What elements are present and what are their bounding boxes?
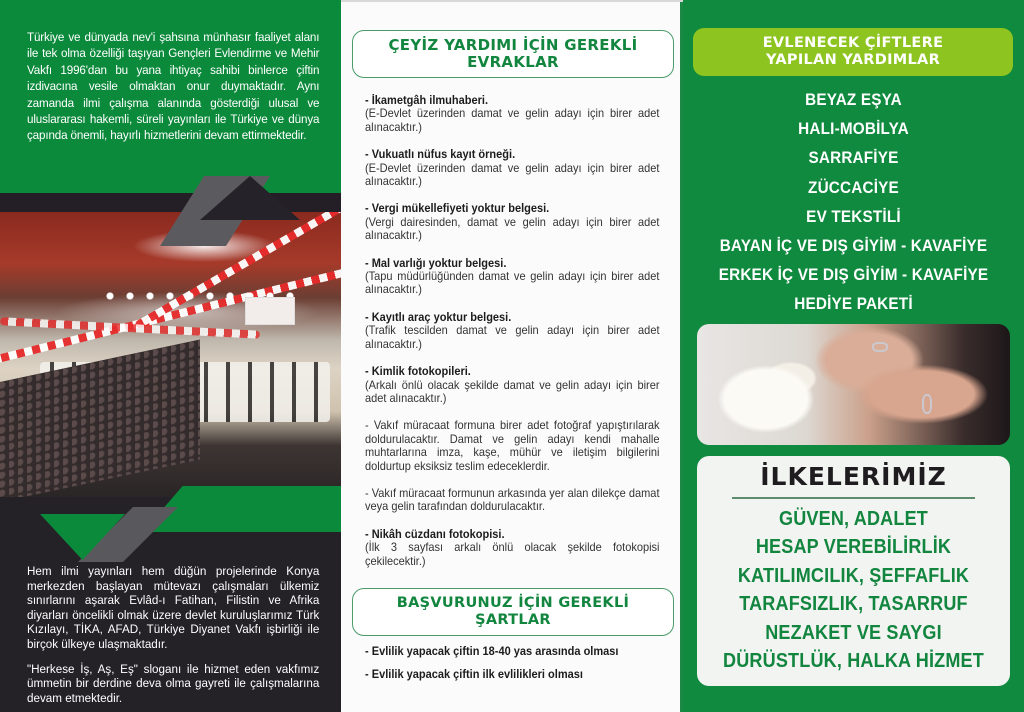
documents-title-line1: ÇEYİZ YARDIMI İÇİN GEREKLİ (388, 36, 638, 54)
aid-item: BAYAN İÇ VE DIŞ GİYİM - KAVAFİYE (719, 236, 988, 256)
about-paragraph-2: "Herkese İş, Aş, Eş" sloganı ile hizmet eden vakfımız ümmetin bir derdine deva olma gayreti ile çalışmalarına devam etmektedir. (27, 661, 320, 705)
aid-item: HALI-MOBİLYA (798, 119, 909, 139)
garland-decoration (134, 212, 341, 329)
principle-item: TARAFSIZLIK, TASARRUF (739, 592, 968, 616)
garland-decoration (0, 317, 260, 339)
document-name: - Vukuatlı nüfus kayıt örneği. (365, 148, 516, 162)
document-note: - Vakıf müracaat formuna birer adet fotoğraf yapıştırılarak doldurulacaktır. Damat ve gelin adayı kendi mahalle muhtarlarına imza, kaşe, mühür ve iletişim bilgilerini doldurtup eksiksiz teslim edeceklerdir. (365, 419, 660, 473)
document-item (365, 365, 660, 405)
principle-item: HESAP VEREBİLİRLİK (755, 535, 952, 559)
document-name: - Kimlik fotokopileri. (365, 365, 471, 379)
document-note: (İlk 3 sayfası arkalı önlü olacak şekilde fotokopisi çekilecektir.) (365, 541, 660, 568)
aid-item: BEYAZ EŞYA (805, 90, 902, 109)
aid-title-line2: YAPILAN YARDIMLAR (765, 52, 941, 68)
middle-panel (341, 0, 683, 712)
documents-title-box (352, 30, 674, 78)
requirements-list (365, 645, 632, 691)
aid-item: HEDİYE PAKETİ (794, 294, 913, 314)
document-item (365, 148, 660, 188)
requirements-title-line2: ŞARTLAR (475, 612, 551, 628)
wedding-ring-icon (872, 342, 888, 352)
document-name: - Kayıtlı araç yoktur belgesi. (365, 310, 512, 324)
principle-item: KATILIMCILIK, ŞEFFAFLIK (737, 563, 970, 587)
requirement-item: - Evlilik yapacak çiftin 18-40 yas arasında olması (365, 645, 619, 658)
left-panel (0, 0, 341, 712)
requirement-item: - Evlilik yapacak çiftin ilk evlilikleri olması (365, 668, 583, 681)
aid-title-line1: EVLENECEK ÇİFTLERE (762, 35, 944, 51)
documents-list (365, 94, 660, 582)
document-item (365, 419, 660, 473)
aid-item: EV TEKSTİLİ (806, 206, 901, 226)
principles-box (697, 456, 1010, 686)
principle-item: DÜRÜSTLÜK, HALKA HİZMET (723, 649, 984, 673)
principle-item: NEZAKET VE SAYGI (765, 620, 942, 644)
document-name: - İkametgâh ilmuhaberi. (365, 94, 489, 107)
document-name: - Vergi mükellefiyeti yoktur belgesi. (365, 202, 550, 216)
document-name: - Mal varlığı yoktur belgesi. (365, 256, 507, 270)
documents-title-line2: EVRAKLAR (467, 53, 559, 71)
document-name: - Nikâh cüzdanı fotokopisi. (365, 527, 505, 541)
document-item (365, 202, 660, 242)
document-note: (E-Devlet üzerinden damat ve gelin adayı için birer adet alınacaktır.) (365, 107, 660, 134)
document-item (365, 94, 660, 134)
audience-crowd (0, 339, 200, 497)
document-note: (Vergi dairesinden, damat ve gelin adayı için birer adet alınacaktır.) (365, 215, 660, 243)
document-note: (Tapu müdürlüğünden damat ve gelin adayı için birer adet alınacaktır.) (365, 270, 660, 297)
requirements-title-box (352, 588, 674, 636)
wedding-rings-photo (697, 324, 1010, 445)
document-item (365, 311, 660, 351)
principle-item: GÜVEN, ADALET (779, 507, 928, 530)
intro-text: Türkiye ve dünyada nev'i şahsına münhasır faaliyet alanı ile tek olma özelliği taşıyan Gençleri Evlendirme ve Mehir Vakfı 1996'dan bu yana ihtiyaç sahibi binlerce çiftin izdivacına vesile olmaktan onur duymaktadır. Aynı zamanda ilmi çalışma alanında gösterdiği ulusal ve uluslararası hakemli, süreli yayınları ile Türkiye ve dünya çapında önemli, hayırlı hizmetlerini devam ettirmektedir. (27, 30, 320, 143)
document-item (365, 528, 660, 568)
document-note: (Trafik tescilden damat ve gelin adayı için birer adet alınacaktır.) (365, 324, 660, 351)
document-item (365, 257, 660, 297)
intro-green-block (0, 0, 341, 193)
mass-wedding-photo (0, 212, 341, 497)
aid-item: SARRAFİYE (808, 148, 899, 168)
divider-line (732, 497, 975, 499)
requirements-title-line1: BAŞVURUNUZ İÇİN GEREKLİ (396, 595, 630, 611)
document-item (365, 487, 660, 514)
document-note: - Vakıf müracaat formunun arkasında yer alan dilekçe damat veya gelin tarafından doldurulacaktır. (365, 486, 660, 514)
aid-title-box (693, 28, 1013, 76)
right-panel (683, 0, 1024, 712)
document-note: (Arkalı önlü olacak şekilde damat ve gelin adayı için birer adet alınacaktır.) (365, 378, 660, 405)
aid-list (683, 85, 1024, 319)
document-note: (E-Devlet üzerinden damat ve gelin adayı için birer adet alınacaktır.) (365, 161, 660, 189)
about-text (27, 564, 319, 705)
principles-title: İLKELERİMİZ (760, 462, 947, 491)
principles-list (697, 505, 1010, 675)
wedding-ring-icon (922, 394, 932, 414)
aid-item: ERKEK İÇ VE DIŞ GİYİM - KAVAFİYE (718, 265, 989, 285)
hall-banner (245, 297, 295, 325)
about-paragraph-1: Hem ilmi yayınları hem düğün projelerinde Konya merkezden başlayan mütevazı çalışmaları ülkemiz sınırlarını aşarak Evlâd-ı Fatihan, Filistin ve Afrika diyarları öncelikli olmak üzere devlet kuruluşlarımız Türk Kızılayı, TİKA, AFAD, Türkiye Diyanet Vakfı işbirliği ile birçok ülkeye ulaşmaktadır. (27, 564, 320, 651)
aid-item: ZÜCCACİYE (808, 177, 899, 197)
